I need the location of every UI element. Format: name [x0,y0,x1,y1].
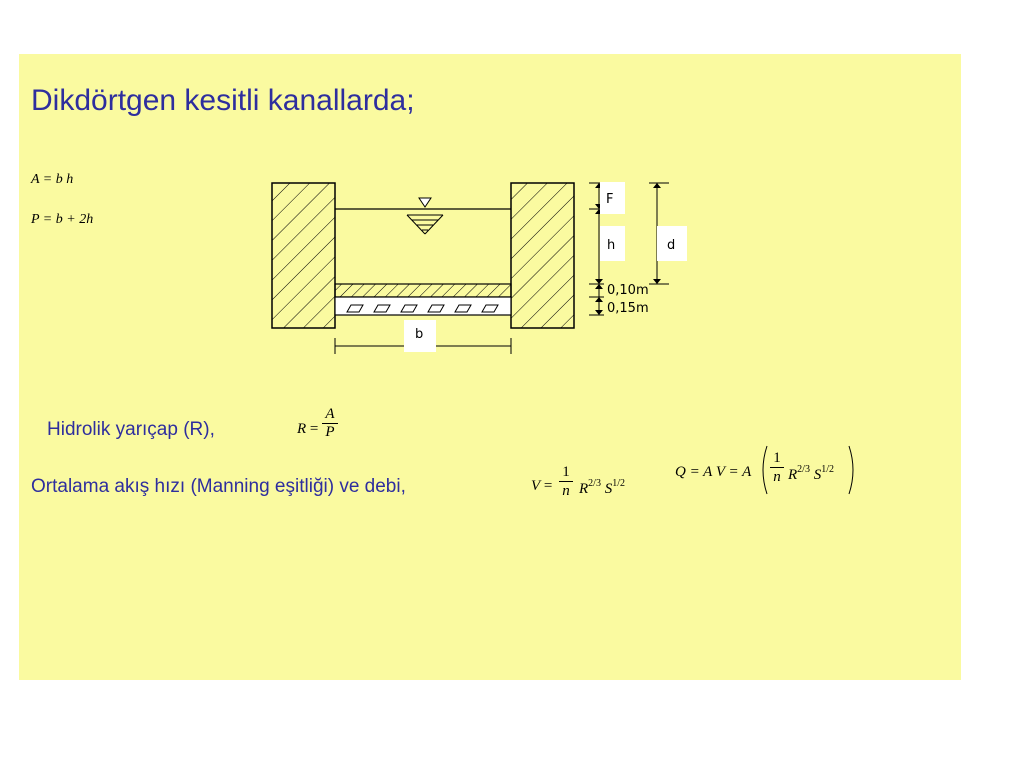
channel-cross-section-diagram [259,174,719,374]
water-level-symbol [419,198,431,207]
discharge-terms: $R^{2/3}$ $S^{1/2}$ [788,464,834,483]
perimeter-formula: P = b + 2h [31,212,94,227]
radius-fraction: $\frac{A}{P}$ [322,406,338,441]
label-d: d [667,238,676,253]
label-lining-thickness: 0,10m [607,283,649,298]
radius-formula: R = [297,421,319,437]
left-wall [272,183,335,328]
hydraulic-radius-text: Hidrolik yarıçap (R), [47,419,215,440]
slide [19,54,961,680]
label-h: h [607,238,616,253]
discharge-formula: Q = A V = A [675,464,752,480]
lining-layer [335,284,511,297]
velocity-formula: V = [531,478,553,494]
label-base-thickness: 0,15m [607,301,649,316]
right-parenthesis [847,444,859,496]
velocity-terms: $R^{2/3}$ $S^{1/2}$ [579,478,625,497]
area-formula: A = b h [31,172,74,187]
right-wall [511,183,574,328]
label-F: F [606,192,614,207]
manning-text: Ortalama akış hızı (Manning eşitliği) ve debi, [31,476,406,497]
discharge-fraction: $\frac{1}{n}$ [770,450,784,486]
left-parenthesis [757,444,769,496]
slide-title: Dikdörtgen kesitli kanallarda; [31,84,415,117]
velocity-fraction: $\frac{1}{n}$ [559,464,573,500]
label-b: b [415,327,424,342]
